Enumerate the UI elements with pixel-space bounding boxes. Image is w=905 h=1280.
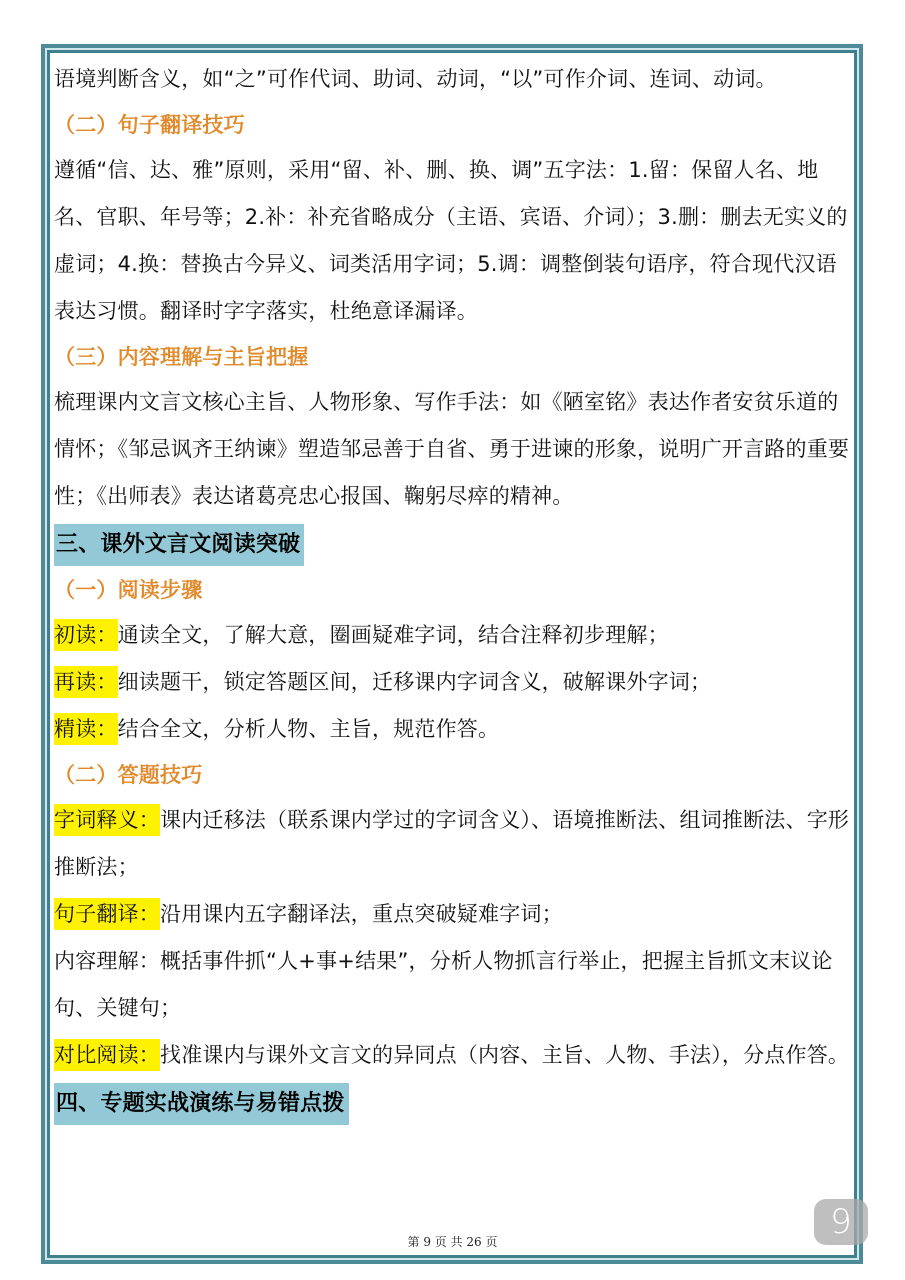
skill-label: 句子翻译： [54, 898, 160, 930]
step-text: 细读题干，锁定答题区间，迁移课内字词含义，破解课外字词； [117, 670, 712, 694]
document-content [54, 56, 854, 1127]
skill-label: 对比阅读： [54, 1039, 160, 1071]
subheading-steps: （一）阅读步骤 [54, 578, 203, 602]
skill-text: 课内迁移法（联系课内学过的字词含义）、语境推断法、组词推断法、字形推断法； [54, 808, 850, 879]
skill-text: 概括事件抓“人+事+结果”，分析人物抓言行举止，把握主旨抓文末议论句、关键句； [54, 949, 833, 1020]
skill-item [54, 797, 854, 891]
skill-text: 沿用课内五字翻译法，重点突破疑难字词； [160, 902, 563, 926]
section-four-heading-wrap [54, 1079, 854, 1127]
step-label: 初读： [54, 619, 118, 651]
step-label: 精读： [54, 713, 118, 745]
step-item [54, 706, 854, 753]
skill-item [54, 938, 854, 1032]
skill-label: 字词释义： [54, 804, 160, 836]
translation-paragraph: 遵循“信、达、雅”原则，采用“留、补、删、换、调”五字法：1.留：保留人名、地名、官职、年号等；2.补：补充省略成分（主语、宾语、介词）；3.删：删去无实义的虚词；4.换：替换古今异义、词类活用字词；5.调：调整倒装句语序，符合现代汉语表达习惯。翻译时字字落实，杜绝意译漏译。 [54, 158, 848, 323]
step-label: 再读： [54, 666, 118, 698]
section-four-heading: 四、专题实战演练与易错点拨 [54, 1083, 349, 1125]
page-number-badge[interactable]: 9 [814, 1199, 868, 1245]
skill-label: 内容理解： [54, 949, 160, 973]
step-text: 结合全文，分析人物、主旨，规范作答。 [117, 717, 500, 741]
subheading-content: （三）内容理解与主旨把握 [54, 345, 309, 369]
subheading-translation: （二）句子翻译技巧 [54, 113, 245, 137]
section-three-heading-wrap [54, 520, 854, 568]
skill-text: 找准课内与课外文言文的异同点（内容、主旨、人物、手法），分点作答。 [160, 1043, 850, 1067]
page-footer: 第 9 页 共 26 页 [407, 1235, 498, 1249]
intro-paragraph: 语境判断含义，如“之”可作代词、助词、动词，“以”可作介词、连词、动词。 [54, 67, 777, 91]
section-three-heading: 三、课外文言文阅读突破 [54, 524, 304, 566]
step-text: 通读全文，了解大意，圈画疑难字词，结合注释初步理解； [117, 623, 669, 647]
skill-item [54, 891, 854, 938]
skill-item [54, 1032, 854, 1079]
content-paragraph: 梳理课内文言文核心主旨、人物形象、写作手法：如《陋室铭》表达作者安贫乐道的情怀；《邹忌讽齐王纳谏》塑造邹忌善于自省、勇于进谏的形象，说明广开言路的重要性；《出师表》表达诸葛亮忠心报国、鞠躬尽瘁的精神。 [54, 390, 850, 508]
step-item [54, 659, 854, 706]
step-item [54, 612, 854, 659]
subheading-skills: （二）答题技巧 [54, 763, 203, 787]
